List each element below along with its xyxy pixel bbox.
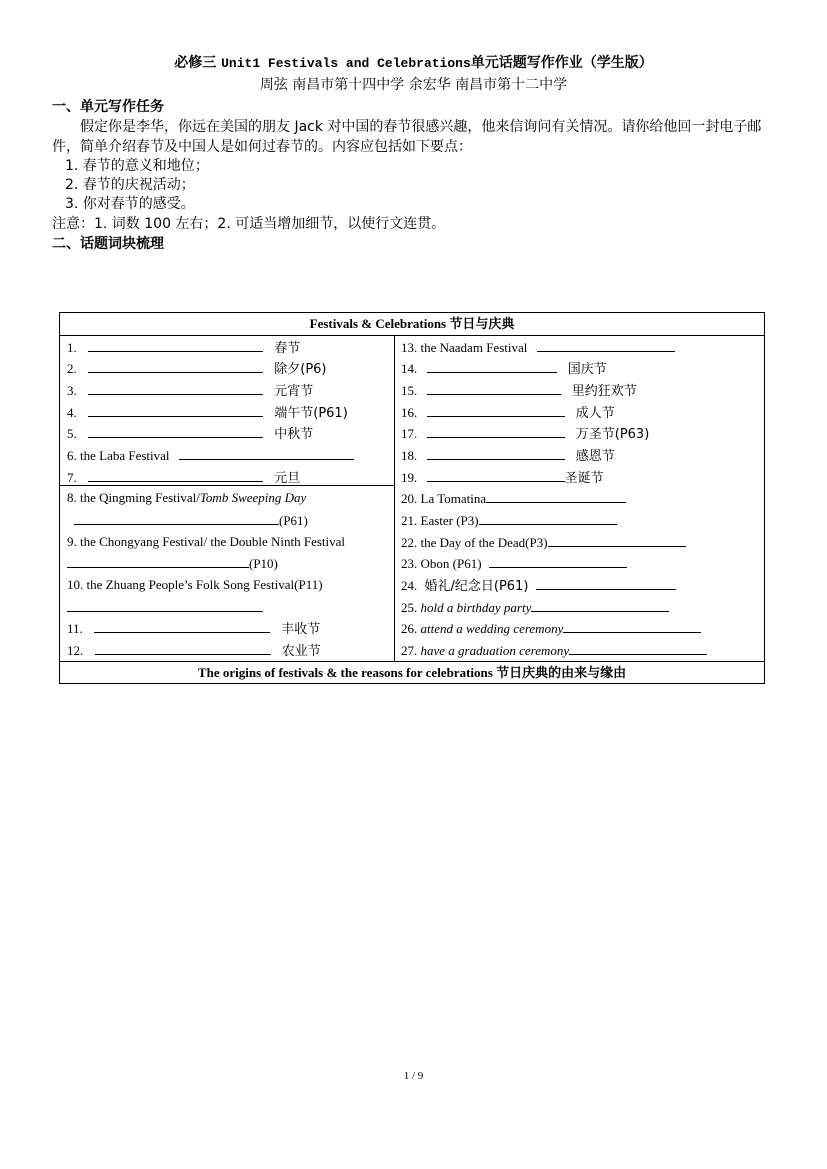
table-row: 23. Obon (P61) bbox=[401, 553, 627, 573]
fill-blank[interactable] bbox=[67, 597, 263, 612]
table-row: 13. the Naadam Festival bbox=[401, 337, 675, 357]
fill-blank[interactable] bbox=[67, 553, 249, 568]
table-row: 3. 元宵节 bbox=[67, 380, 313, 400]
fill-blank[interactable] bbox=[88, 467, 263, 482]
table-row: 22. the Day of the Dead(P3) bbox=[401, 532, 686, 552]
fill-blank[interactable] bbox=[489, 553, 627, 568]
table-row: 14. 国庆节 bbox=[401, 358, 607, 378]
table-row: 2. 除夕(P6) bbox=[67, 358, 327, 378]
section2-heading: 二、话题词块梳理 bbox=[52, 236, 164, 252]
table-row: 12. 农业节 bbox=[67, 640, 321, 660]
table-row: 18. 感恩节 bbox=[401, 445, 615, 465]
task-point-3: 3. 你对春节的感受。 bbox=[65, 196, 195, 212]
table-header: Festivals & Celebrations 节日与庆典 bbox=[60, 313, 764, 336]
table-row: (P10) bbox=[67, 553, 278, 573]
fill-blank[interactable] bbox=[486, 488, 626, 503]
fill-blank[interactable] bbox=[531, 597, 669, 612]
table-row: 5. 中秋节 bbox=[67, 423, 313, 443]
authors-line: 周弦 南昌市第十四中学 余宏华 南昌市第十二中学 bbox=[259, 77, 568, 93]
table-row: 19. 圣诞节 bbox=[401, 467, 604, 487]
table-row: 7. 元旦 bbox=[67, 467, 300, 487]
fill-blank[interactable] bbox=[179, 445, 354, 460]
table-row: 4. 端午节(P61) bbox=[67, 402, 348, 422]
table-row bbox=[67, 597, 263, 617]
table-row: (P61) bbox=[74, 510, 308, 530]
fill-blank[interactable] bbox=[479, 510, 617, 525]
table-row: 10. the Zhuang People’s Folk Song Festival(P11) bbox=[67, 577, 323, 592]
fill-blank[interactable] bbox=[427, 380, 561, 395]
table-row: 16. 成人节 bbox=[401, 402, 615, 422]
page-number: 1 / 9 bbox=[403, 1070, 424, 1082]
table-row: 27. have a graduation ceremony bbox=[401, 640, 707, 660]
table-footer-header: The origins of festivals & the reasons for celebrations 节日庆典的由来与缘由 bbox=[60, 661, 764, 684]
page-title: 必修三 Unit1 Festivals and Celebrations单元话题写作作业（学生版） bbox=[174, 55, 653, 71]
fill-blank[interactable] bbox=[88, 423, 263, 438]
table-row: 20. La Tomatina bbox=[401, 488, 626, 508]
task-point-2: 2. 春节的庆祝活动； bbox=[65, 177, 195, 193]
task-line-2: 件，简单介绍春节及中国人是如何过春节的。内容应包括如下要点： bbox=[52, 139, 472, 155]
table-row: 8. the Qingming Festival/Tomb Sweeping Day bbox=[67, 490, 307, 505]
fill-blank[interactable] bbox=[88, 337, 263, 352]
fill-blank[interactable] bbox=[537, 337, 675, 352]
fill-blank[interactable] bbox=[427, 423, 565, 438]
fill-blank[interactable] bbox=[563, 618, 701, 633]
table-row: 9. the Chongyang Festival/ the Double Ninth Festival bbox=[67, 534, 346, 549]
table-row: 21. Easter (P3) bbox=[401, 510, 617, 530]
vocabulary-table bbox=[59, 312, 765, 684]
table-row: 24. 婚礼/纪念日(P61) bbox=[401, 575, 676, 595]
fill-blank[interactable] bbox=[74, 510, 279, 525]
table-row: 17. 万圣节(P63) bbox=[401, 423, 649, 443]
fill-blank[interactable] bbox=[88, 402, 263, 417]
table-row: 15. 里约狂欢节 bbox=[401, 380, 637, 400]
table-row: 25. hold a birthday party bbox=[401, 597, 669, 617]
task-line-1: 假定你是李华，你远在美国的朋友 Jack 对中国的春节很感兴趣，他来信询问有关情况。请你给他回一封电子邮 bbox=[80, 119, 762, 135]
table-row: 26. attend a wedding ceremony bbox=[401, 618, 701, 638]
fill-blank[interactable] bbox=[427, 467, 565, 482]
fill-blank[interactable] bbox=[427, 358, 557, 373]
fill-blank[interactable] bbox=[95, 640, 271, 655]
task-note: 注意：1. 词数 100 左右；2. 可适当增加细节，以使行文连贯。 bbox=[52, 216, 446, 232]
fill-blank[interactable] bbox=[569, 640, 707, 655]
fill-blank[interactable] bbox=[548, 532, 686, 547]
fill-blank[interactable] bbox=[88, 380, 263, 395]
fill-blank[interactable] bbox=[427, 402, 565, 417]
table-row: 6. the Laba Festival bbox=[67, 445, 354, 465]
fill-blank[interactable] bbox=[427, 445, 565, 460]
fill-blank[interactable] bbox=[94, 618, 270, 633]
task-point-1: 1. 春节的意义和地位； bbox=[65, 158, 209, 174]
fill-blank[interactable] bbox=[536, 575, 676, 590]
fill-blank[interactable] bbox=[88, 358, 263, 373]
table-row: 1. 春节 bbox=[67, 337, 300, 357]
table-row: 11. 丰收节 bbox=[67, 618, 320, 638]
section1-heading: 一、单元写作任务 bbox=[52, 99, 164, 115]
